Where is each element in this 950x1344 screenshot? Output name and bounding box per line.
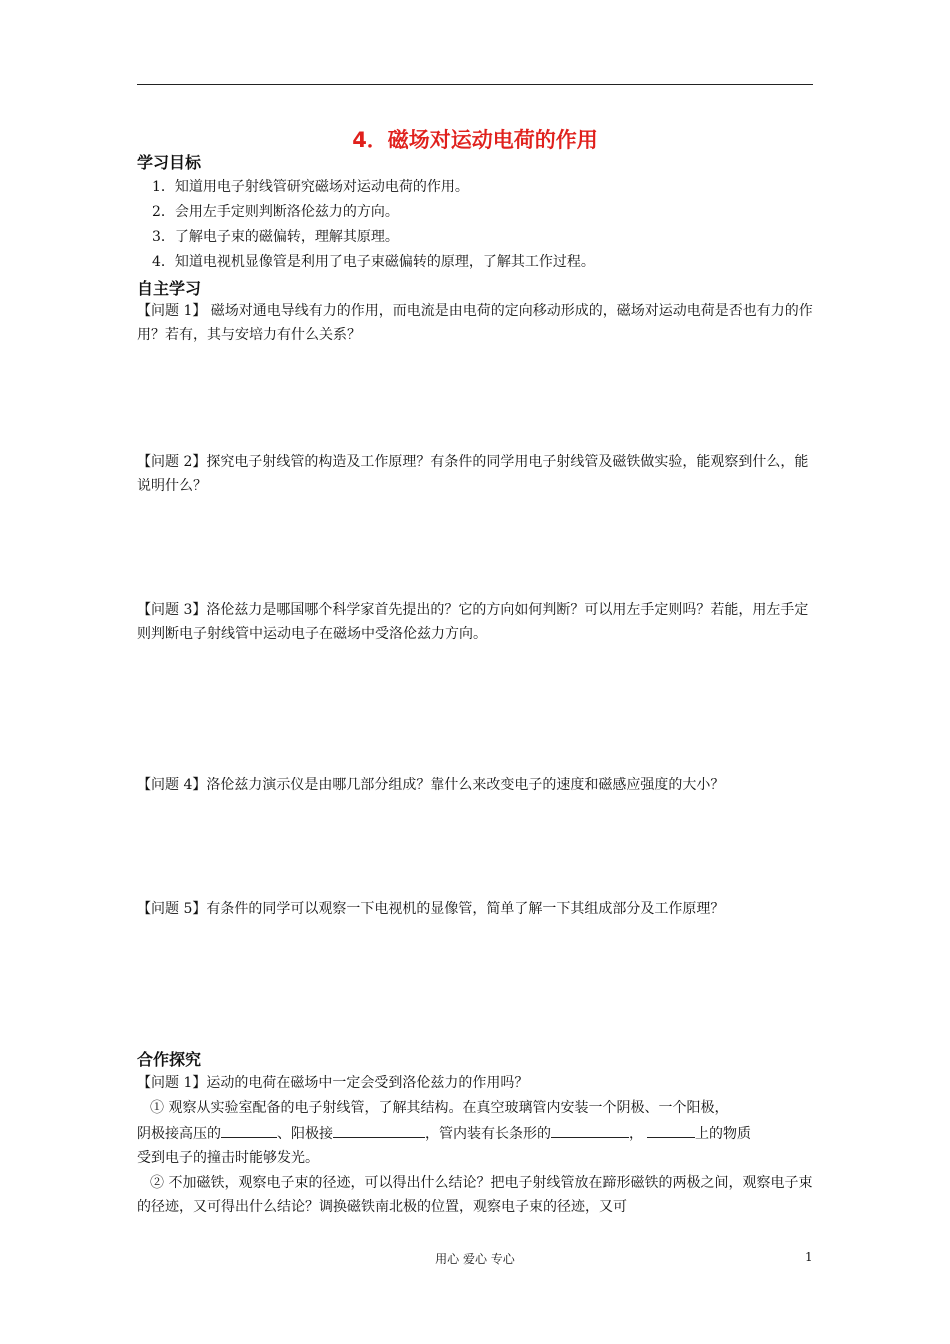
goal-item: 1．知道用电子射线管研究磁场对运动电荷的作用。 [152, 179, 469, 195]
page-number: 1 [805, 1250, 813, 1264]
fill-text: 阴极接高压的 [137, 1126, 221, 1142]
self-study-heading: 自主学习 [137, 279, 202, 298]
cooperative-item-2: ② 不加磁铁，观察电子束的径迹，可以得出什么结论？把电子射线管放在蹄形磁铁的两极之间，观察电子束的径迹，又可得出什么结论？调换磁铁南北极的位置，观察电子束的径迹，又可 [137, 1175, 813, 1215]
goals-heading: 学习目标 [137, 153, 202, 172]
cooperative-item-1-line-1: ① 观察从实验室配备的电子射线管，了解其结构。在真空玻璃管内安装一个阴极、一个阳极， [150, 1100, 729, 1116]
page-title: 4．磁场对运动电荷的作用 [352, 128, 598, 152]
self-study-question-1: 【问题 1】 磁场对通电导线有力的作用，而电流是由电荷的定向移动形成的，磁场对运动电荷是否也有力的作用？若有，其与安培力有什么关系？ [137, 303, 813, 343]
goal-item: 4．知道电视机显像管是利用了电子束磁偏转的原理，了解其工作过程。 [152, 254, 595, 270]
self-study-question-4: 【问题 4】洛伦兹力演示仪是由哪几部分组成？靠什么来改变电子的速度和磁感应强度的大小？ [137, 777, 725, 793]
fill-text: 、阳极接 [277, 1126, 333, 1142]
fill-text: ， [629, 1126, 643, 1142]
cooperative-heading: 合作探究 [137, 1050, 202, 1069]
fill-text: ，管内装有长条形的 [425, 1126, 551, 1142]
header-rule [137, 84, 813, 85]
self-study-question-2: 【问题 2】探究电子射线管的构造及工作原理？有条件的同学用电子射线管及磁铁做实验，能观察到什么，能说明什么？ [137, 454, 809, 494]
answer-blank[interactable] [221, 1121, 277, 1138]
goal-item: 2．会用左手定则判断洛伦兹力的方向。 [152, 204, 399, 220]
goal-item: 3．了解电子束的磁偏转，理解其原理。 [152, 229, 399, 245]
fill-text: 上的物质 [695, 1126, 751, 1142]
cooperative-question-1: 【问题 1】运动的电荷在磁场中一定会受到洛伦兹力的作用吗？ [137, 1075, 529, 1091]
cooperative-item-1-line-3: 受到电子的撞击时能够发光。 [137, 1150, 319, 1166]
footer-motto: 用心 爱心 专心 [435, 1252, 515, 1266]
answer-blank[interactable] [551, 1121, 629, 1138]
cooperative-item-1-line-2 [137, 1121, 751, 1146]
self-study-question-3: 【问题 3】洛伦兹力是哪国哪个科学家首先提出的？它的方向如何判断？可以用左手定则吗？若能，用左手定则判断电子射线管中运动电子在磁场中受洛伦兹力方向。 [137, 602, 809, 642]
answer-blank[interactable] [647, 1121, 695, 1138]
answer-blank[interactable] [333, 1121, 425, 1138]
self-study-question-5: 【问题 5】有条件的同学可以观察一下电视机的显像管，简单了解一下其组成部分及工作原理？ [137, 901, 725, 917]
